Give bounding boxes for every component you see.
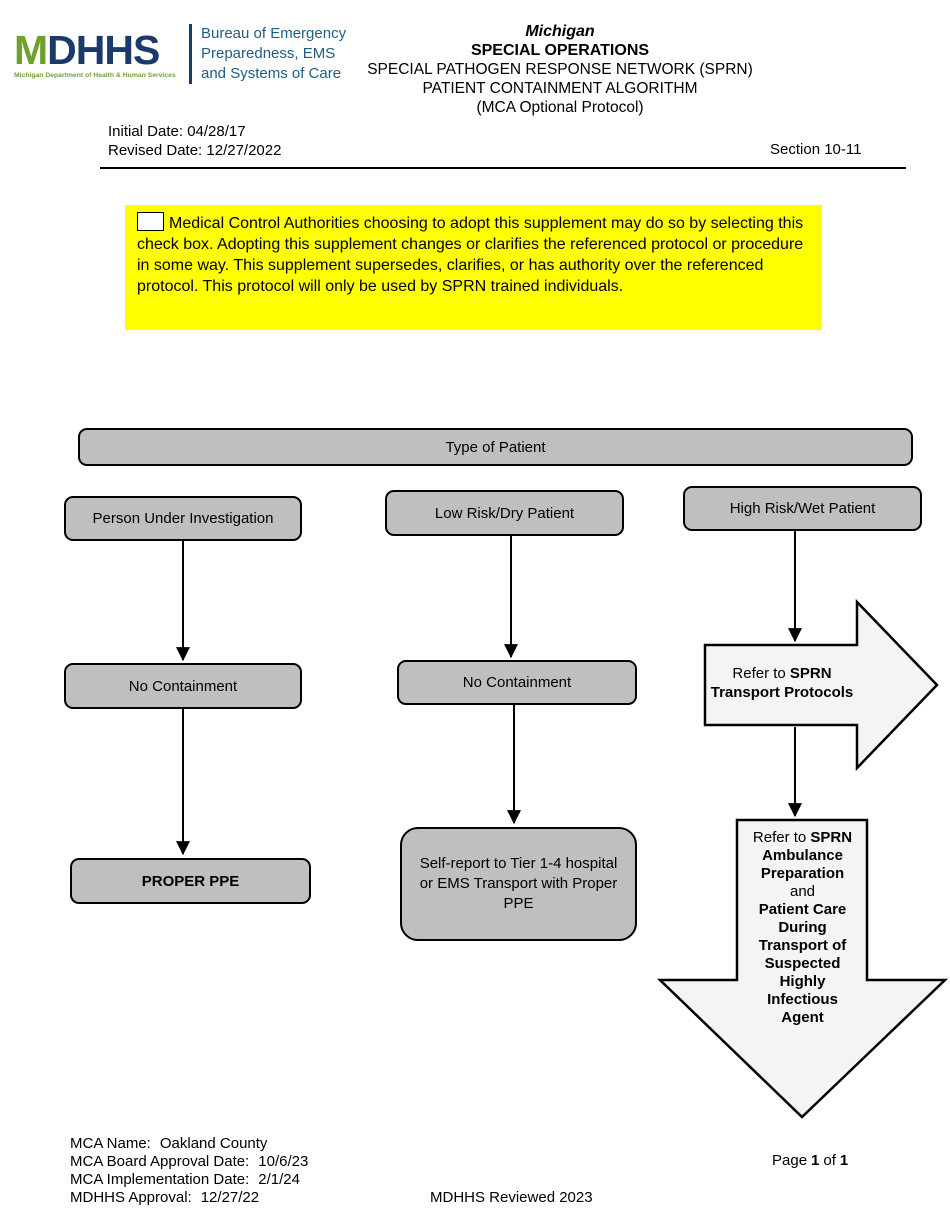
michigan-m-icon: M	[14, 26, 48, 73]
adoption-notice-text: Medical Control Authorities choosing to adopt this supplement may do so by selecting this check box. Adopting this supplement changes or clarifies the referenced protocol or procedure in some way. This supplement supersedes, clarifies, or has authority over the referenced protocol. This protocol will only be used by SPRN trained individuals.	[137, 215, 804, 295]
flow-box-person-under-investigation: Person Under Investigation	[64, 496, 302, 541]
page-title-mca-optional: (MCA Optional Protocol)	[476, 99, 644, 116]
flow-box-type-of-patient: Type of Patient	[78, 428, 913, 466]
page-prefix: Page	[772, 1152, 808, 1169]
title-block	[170, 22, 950, 117]
page-num: 1	[811, 1152, 820, 1169]
bureau-line-3: and Systems of Care	[201, 65, 342, 82]
mca-name-line	[70, 1135, 267, 1152]
mca-board-approval-label: MCA Board Approval Date:	[70, 1153, 250, 1170]
bureau-line-1: Bureau of Emergency	[201, 25, 347, 42]
revised-date: Revised Date: 12/27/2022	[108, 142, 282, 159]
logo-acronym	[14, 26, 160, 73]
adopt-checkbox[interactable]	[137, 212, 164, 231]
page-title-sprn: SPECIAL PATHOGEN RESPONSE NETWORK (SPRN)	[367, 61, 753, 78]
mdhhs-approval-label: MDHHS Approval:	[70, 1189, 192, 1206]
mdhhs-approval-line	[70, 1189, 259, 1206]
page-of: of	[823, 1152, 836, 1169]
infectious-text: Infectious	[767, 991, 838, 1008]
patient-care-text: Patient Care	[758, 901, 847, 918]
refer-to-text-2: Refer to	[752, 829, 811, 846]
logo-acronym-block	[14, 26, 182, 79]
mca-implementation-value: 2/1/24	[258, 1171, 300, 1188]
sprn-bold-text: SPRN	[789, 665, 832, 682]
during-text: During	[778, 919, 827, 936]
sprn-ambulance-arrow-text	[739, 829, 866, 1027]
sprn-transport-arrow-text	[707, 664, 857, 702]
flow-box-proper-ppe: PROPER PPE	[70, 858, 311, 904]
flow-box-no-containment-left: No Containment	[64, 663, 302, 709]
flow-box-low-risk-dry-patient: Low Risk/Dry Patient	[385, 490, 624, 536]
sprn-bold-text-2: SPRN	[810, 829, 853, 846]
highly-text: Highly	[779, 973, 826, 990]
logo-tagline: Michigan Department of Health & Human Services	[14, 71, 176, 79]
mca-board-approval-line	[70, 1153, 308, 1170]
section-number: Section 10-11	[770, 141, 862, 158]
mca-name-label: MCA Name:	[70, 1135, 151, 1152]
transport-of-text: Transport of	[758, 937, 847, 954]
agent-text: Agent	[781, 1009, 824, 1026]
header-divider-rule	[100, 167, 906, 169]
adoption-notice	[125, 205, 822, 330]
logo-dhhs-letters: DHHS	[47, 26, 160, 73]
and-text: and	[789, 883, 816, 900]
page-title-special-operations: SPECIAL OPERATIONS	[470, 42, 650, 59]
preparation-text: Preparation	[760, 865, 845, 882]
suspected-text: Suspected	[764, 955, 841, 972]
mca-implementation-line	[70, 1171, 300, 1188]
mca-name-value: Oakland County	[159, 1135, 268, 1152]
flow-box-no-containment-middle: No Containment	[397, 660, 637, 705]
mca-implementation-label: MCA Implementation Date:	[70, 1171, 250, 1188]
flow-box-high-risk-wet-patient: High Risk/Wet Patient	[683, 486, 922, 531]
refer-to-text: Refer to	[732, 665, 790, 682]
mdhhs-reviewed-note: MDHHS Reviewed 2023	[430, 1189, 593, 1206]
transport-protocols-text: Transport Protocols	[710, 684, 854, 701]
page-title-algorithm: PATIENT CONTAINMENT ALGORITHM	[422, 80, 698, 97]
date-block	[108, 122, 281, 160]
mca-board-approval-value: 10/6/23	[258, 1153, 309, 1170]
bureau-line-2: Preparedness, EMS	[201, 45, 336, 62]
mdhhs-approval-value: 12/27/22	[200, 1189, 260, 1206]
ambulance-text: Ambulance	[762, 847, 843, 864]
flow-box-self-report: Self-report to Tier 1-4 hospital or EMS Transport with Proper PPE	[400, 827, 637, 941]
page-title-state: Michigan	[525, 23, 595, 40]
page-total: 1	[839, 1152, 849, 1169]
initial-date: Initial Date: 04/28/17	[108, 123, 246, 140]
page-number	[772, 1152, 852, 1169]
